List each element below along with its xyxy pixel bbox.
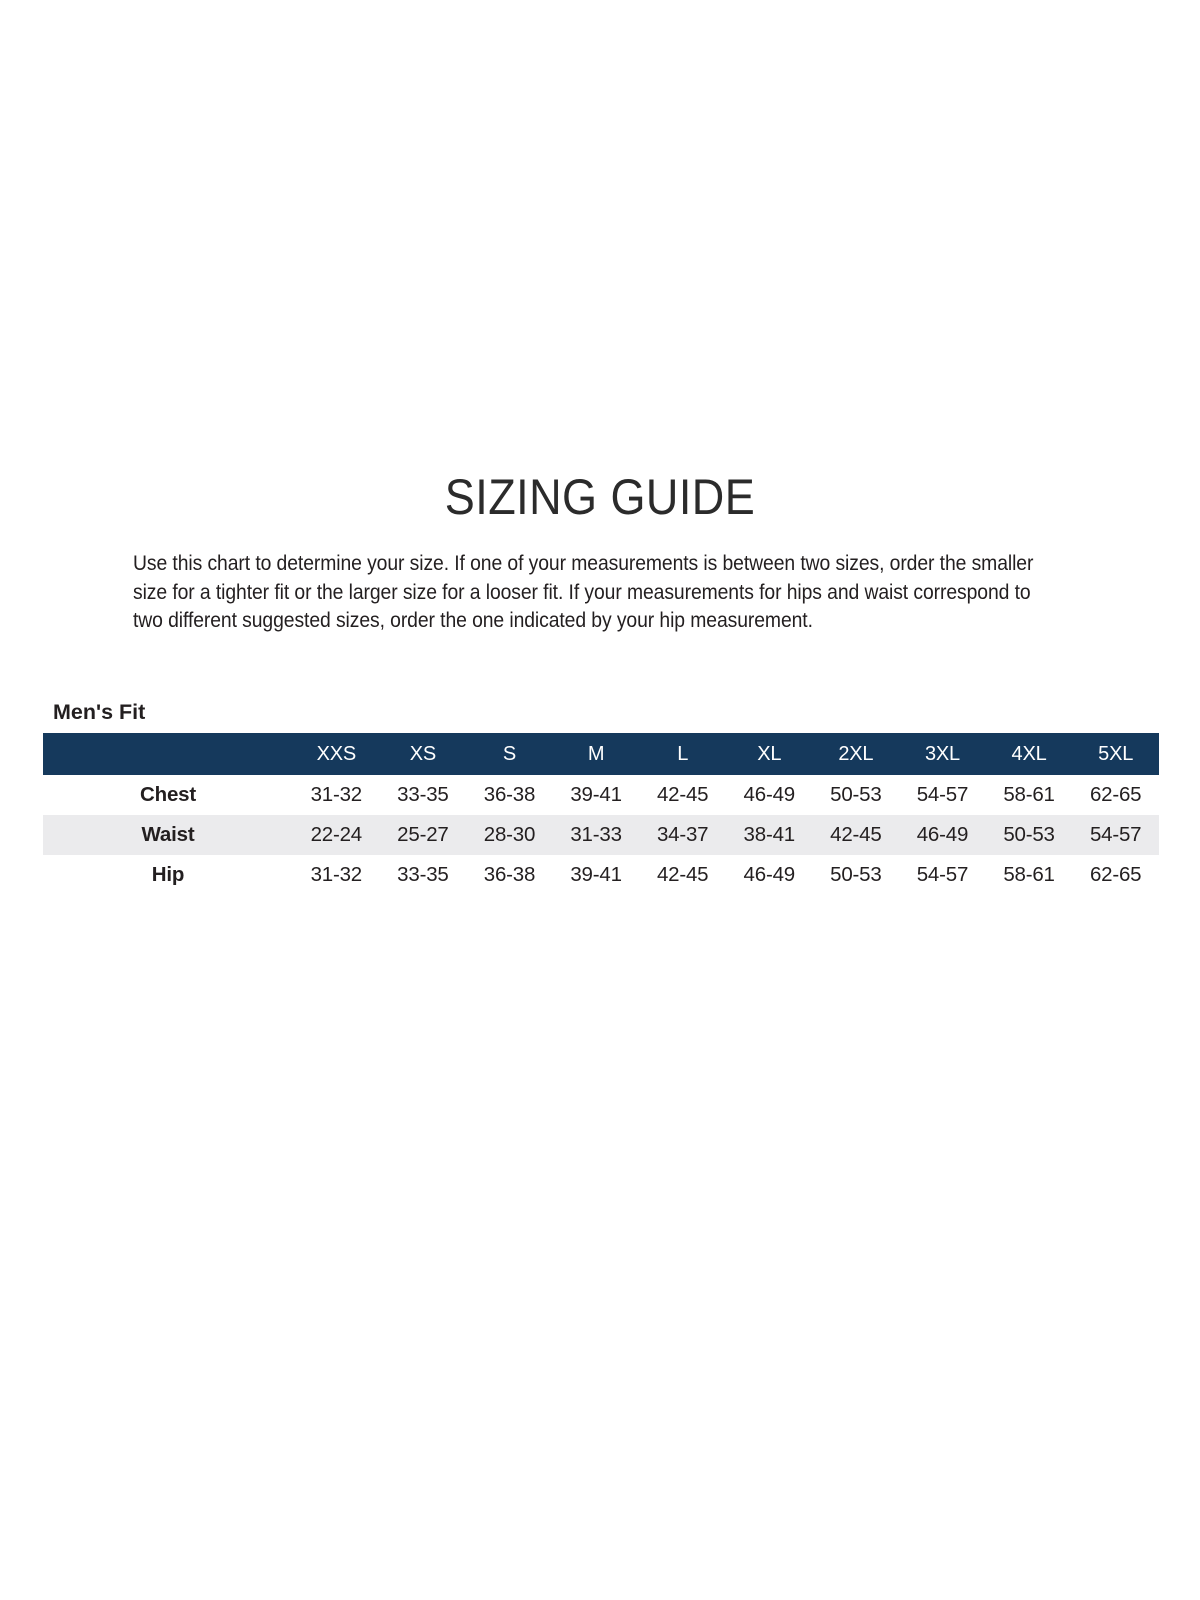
header-size-3xl: 3XL xyxy=(924,742,960,765)
header-size-2xl: 2XL xyxy=(838,742,874,765)
measurement-cell: 39-41 xyxy=(570,783,622,806)
measurement-cell: 62-65 xyxy=(1089,783,1142,806)
page-title: SIZING GUIDE xyxy=(444,469,756,525)
measurement-cell: 54-57 xyxy=(916,863,969,886)
header-size-m: M xyxy=(587,742,605,765)
header-size-s: S xyxy=(502,742,517,765)
measurement-cell: 42-45 xyxy=(656,863,709,886)
measurement-cell: 34-37 xyxy=(656,823,709,846)
size-header-row xyxy=(43,733,1159,775)
table-row-hip xyxy=(43,855,1159,895)
intro-line-2: size for a tighter fit or the larger size for a looser fit. If your measurements for hips and waist correspond to xyxy=(133,579,1031,604)
measurement-cell: 46-49 xyxy=(743,783,795,806)
row-label-waist: Waist xyxy=(141,823,195,846)
measurement-cell: 36-38 xyxy=(483,863,536,886)
measurement-cell: 42-45 xyxy=(830,823,882,846)
intro-line-1: Use this chart to determine your size. If one of your measurements is between two sizes, order the smaller xyxy=(133,551,1034,575)
measurement-cell: 54-57 xyxy=(916,783,969,806)
measurement-cell: 50-53 xyxy=(830,783,882,806)
measurement-cell: 62-65 xyxy=(1089,863,1142,886)
measurement-cell: 50-53 xyxy=(1003,823,1055,846)
table-row-waist xyxy=(43,815,1159,855)
intro-line-3: two different suggested sizes, order the one indicated by your hip measurement. xyxy=(133,608,813,632)
header-size-l: L xyxy=(677,742,689,765)
measurement-cell: 46-49 xyxy=(916,823,969,846)
measurement-cell: 36-38 xyxy=(483,783,536,806)
header-size-5xl: 5XL xyxy=(1098,742,1134,765)
measurement-cell: 31-32 xyxy=(310,783,363,806)
measurement-cell: 39-41 xyxy=(570,863,622,886)
measurement-cell: 58-61 xyxy=(1003,783,1055,806)
measurement-cell: 54-57 xyxy=(1089,823,1142,846)
measurement-cell: 58-61 xyxy=(1003,863,1055,886)
table-row-chest xyxy=(43,775,1159,815)
sizing-table xyxy=(43,733,1159,895)
row-label-hip: Hip xyxy=(151,863,185,886)
measurement-cell: 33-35 xyxy=(397,863,449,886)
measurement-cell: 31-32 xyxy=(310,863,363,886)
header-empty-cell xyxy=(43,733,293,775)
measurement-cell: 28-30 xyxy=(483,823,536,846)
section-label-mens-fit: Men's Fit xyxy=(53,700,146,724)
measurement-cell: 46-49 xyxy=(743,863,795,886)
measurement-cell: 22-24 xyxy=(310,823,363,846)
measurement-cell: 38-41 xyxy=(743,823,795,846)
measurement-cell: 25-27 xyxy=(397,823,449,846)
measurement-cell: 31-33 xyxy=(570,823,622,846)
intro-paragraph xyxy=(133,549,1033,635)
header-size-xxs: XXS xyxy=(316,742,356,765)
measurement-cell: 50-53 xyxy=(830,863,882,886)
header-size-4xl: 4XL xyxy=(1011,742,1047,765)
header-size-xs: XS xyxy=(409,742,437,765)
measurement-cell: 42-45 xyxy=(656,783,709,806)
row-label-chest: Chest xyxy=(140,783,196,806)
header-size-xl: XL xyxy=(757,742,782,765)
measurement-cell: 33-35 xyxy=(397,783,449,806)
